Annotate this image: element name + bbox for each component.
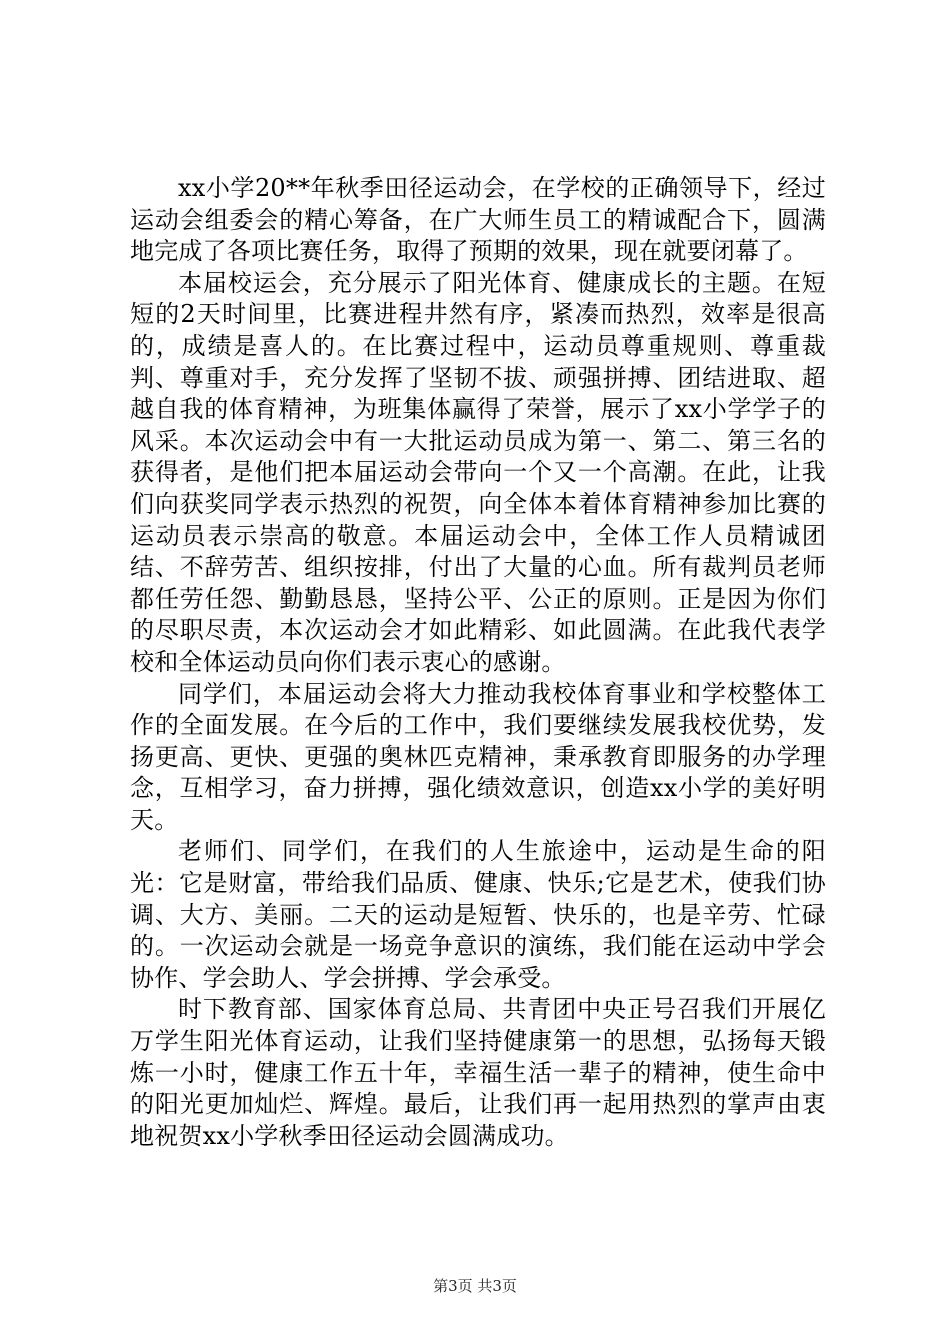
paragraph-review: 本届校运会，充分展示了阳光体育、健康成长的主题。在短短的2天时间里，比赛进程井然有序，紧凑而热烈，效率是很高的，成绩是喜人的。在比赛过程中，运动员尊重规则、尊重裁判、尊重对手，充分发挥了坚韧不拔、顽强拼搏、团结进取、超越自我的体育精神，为班集体赢得了荣誉，展示了xx小学学子的风采。本次运动会中有一大批运动员成为第一、第二、第三名的获得者，是他们把本届运动会带向一个又一个高潮。在此，让我们向获奖同学表示热烈的祝贺，向全体本着体育精神参加比赛的运动员表示崇高的敬意。本届运动会中，全体工作人员精诚团结、不辞劳苦、组织按排，付出了大量的心血。所有裁判员老师都任劳任怨、勤勤恳恳，坚持公平、公正的原则。正是因为你们的尽职尽责，本次运动会才如此精彩、如此圆满。在此我代表学校和全体运动员向你们表示衷心的感谢。	[130, 268, 826, 676]
paragraph-closing: 时下教育部、国家体育总局、共青团中央正号召我们开展亿万学生阳光体育运动，让我们坚持健康第一的思想，弘扬每天锻炼一小时，健康工作五十年，幸福生活一辈子的精神，使生命中的阳光更加灿烂、辉煌。最后，让我们再一起用热烈的掌声由衷地祝贺xx小学秋季田径运动会圆满成功。	[130, 995, 826, 1150]
paragraph-opening: xx小学20**年秋季田径运动会，在学校的正确领导下，经过运动会组委会的精心筹备，在广大师生员工的精诚配合下，圆满地完成了各项比赛任务，取得了预期的效果，现在就要闭幕了。	[130, 174, 826, 266]
paragraph-outlook: 同学们，本届运动会将大力推动我校体育事业和学校整体工作的全面发展。在今后的工作中，我们要继续发展我校优势，发扬更高、更快、更强的奥林匹克精神，秉承教育即服务的办学理念，互相学习，奋力拼搏，强化绩效意识，创造xx小学的美好明天。	[130, 679, 826, 834]
document-body	[130, 173, 826, 1152]
page-number-footer: 第3页 共3页	[433, 1277, 517, 1295]
paragraph-sports-meaning: 老师们、同学们，在我们的人生旅途中，运动是生命的阳光：它是财富，带给我们品质、健康、快乐;它是艺术，使我们协调、大方、美丽。二天的运动是短暂、快乐的，也是辛劳、忙碌的。一次运动会就是一场竞争意识的演练，我们能在运动中学会协作、学会助人、学会拼搏、学会承受。	[130, 837, 826, 992]
